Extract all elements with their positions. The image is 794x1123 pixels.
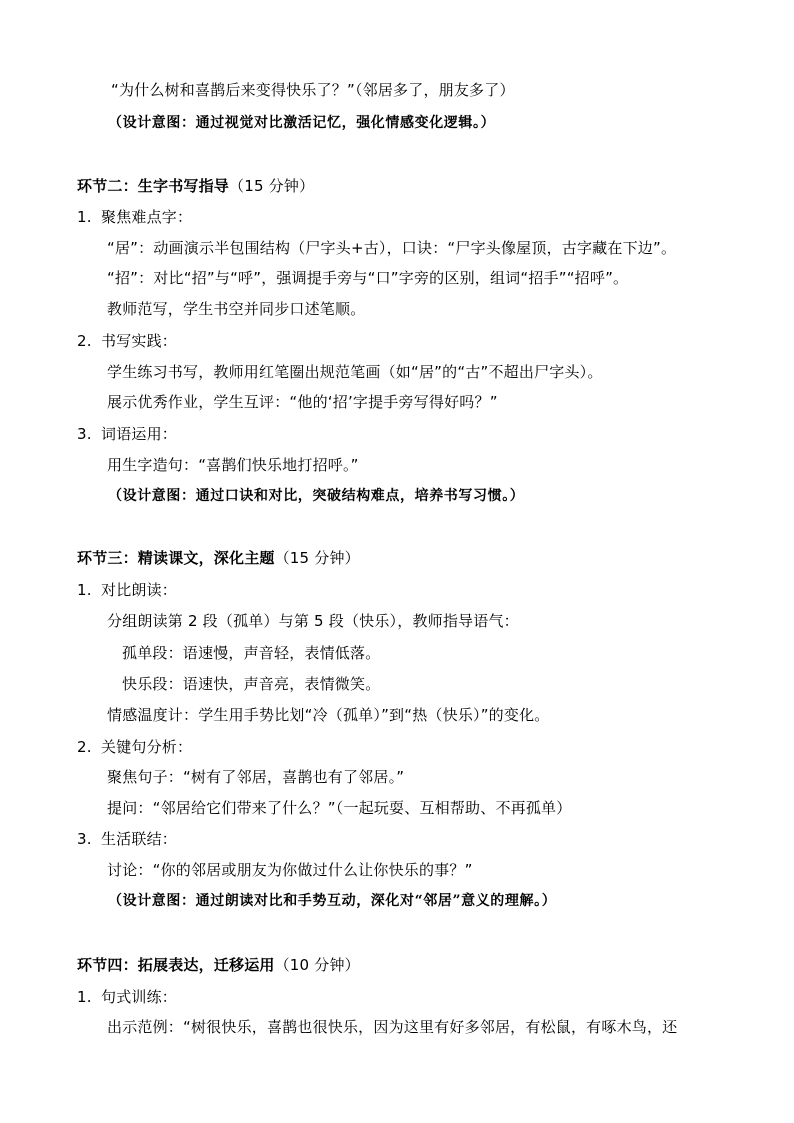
item-title: 生活联结： (101, 830, 178, 848)
item-number: 1. (77, 581, 92, 599)
section-3-item-1 (77, 580, 177, 600)
section-3-item-1-line-d: 情感温度计：学生用手势比划“冷（孤单）”到“热（快乐）”的变化。 (107, 706, 550, 724)
section-2-item-2-line-a: 学生练习书写，教师用红笔圈出规范笔画（如“居”的“古”不超出尸字头）。 (107, 363, 603, 381)
section-4-title: 环节四：拓展表达，迁移运用 (77, 956, 275, 974)
section-2-title: 环节二：生字书写指导 (77, 177, 230, 195)
section-4-item-1 (77, 987, 177, 1007)
section-3-time: （15 分钟） (274, 549, 360, 567)
section-2-item-1-line-a: “居”：动画演示半包围结构（尸字头+古），口诀：“尸字头像屋顶，古字藏在下边”。 (107, 239, 677, 257)
item-number: 1. (77, 208, 92, 226)
section-3-item-1-line-b: 孤单段：语速慢，声音轻，表情低落。 (122, 644, 381, 662)
question-line: “为什么树和喜鹊后来变得快乐了？”（邻居多了，朋友多了） (111, 81, 515, 99)
section-2-item-1-line-c: 教师范写，学生书空并同步口述笔顺。 (107, 300, 366, 318)
section-3-item-3 (77, 829, 177, 849)
item-number: 2. (77, 332, 92, 350)
section-3-title: 环节三：精读课文，深化主题 (77, 549, 275, 567)
section-2-item-2 (77, 331, 177, 351)
section-2-item-1 (77, 207, 192, 227)
item-number: 3. (77, 830, 92, 848)
design-intent-2: （设计意图：通过口诀和对比，突破结构难点，培养书写习惯。） (108, 488, 525, 504)
item-title: 句式训练： (101, 988, 178, 1006)
item-number: 3. (77, 425, 92, 443)
section-3-heading (77, 548, 360, 568)
item-title: 对比朗读： (101, 581, 178, 599)
item-number: 2. (77, 738, 92, 756)
item-title: 词语运用： (101, 425, 178, 443)
design-intent-1: （设计意图：通过视觉对比激活记忆，强化情感变化逻辑。） (108, 115, 496, 131)
design-intent-3: （设计意图：通过朗读对比和手势互动，深化对“邻居”意义的理解。） (108, 893, 557, 909)
section-3-item-1-line-c: 快乐段：语速快，声音亮，表情微笑。 (122, 675, 381, 693)
item-title: 聚焦难点字： (101, 208, 193, 226)
section-3-item-2-line-b: 提问：“邻居给它们带来了什么？”（一起玩耍、互相帮助、不再孤单） (107, 799, 572, 817)
section-2-time: （15 分钟） (229, 177, 315, 195)
item-title: 书写实践： (101, 332, 178, 350)
section-2-item-1-line-b: “招”：对比“招”与“呼”，强调提手旁与“口”字旁的区别，组词“招手”“招呼”。 (107, 269, 629, 287)
section-4-item-1-line-a: 出示范例：“树很快乐，喜鹊也很快乐，因为这里有好多邻居，有松鼠，有啄木鸟，还 (107, 1018, 678, 1036)
section-2-item-3-line-a: 用生字造句：“喜鹊们快乐地打招呼。” (107, 456, 359, 474)
section-3-item-1-line-a: 分组朗读第 2 段（孤单）与第 5 段（快乐），教师指导语气： (107, 612, 519, 630)
section-3-item-3-line-a: 讨论：“你的邻居或朋友为你做过什么让你快乐的事？” (107, 861, 473, 879)
section-2-item-3 (77, 424, 177, 444)
section-3-item-2 (77, 737, 192, 757)
section-3-item-2-line-a: 聚焦句子：“树有了邻居，喜鹊也有了邻居。” (107, 768, 405, 786)
item-title: 关键句分析： (101, 738, 193, 756)
section-2-heading (77, 176, 314, 196)
section-4-time: （10 分钟） (274, 956, 360, 974)
section-4-heading (77, 955, 360, 975)
item-number: 1. (77, 988, 92, 1006)
section-2-item-2-line-b: 展示优秀作业，学生互评：“他的‘招’字提手旁写得好吗？” (107, 393, 498, 411)
